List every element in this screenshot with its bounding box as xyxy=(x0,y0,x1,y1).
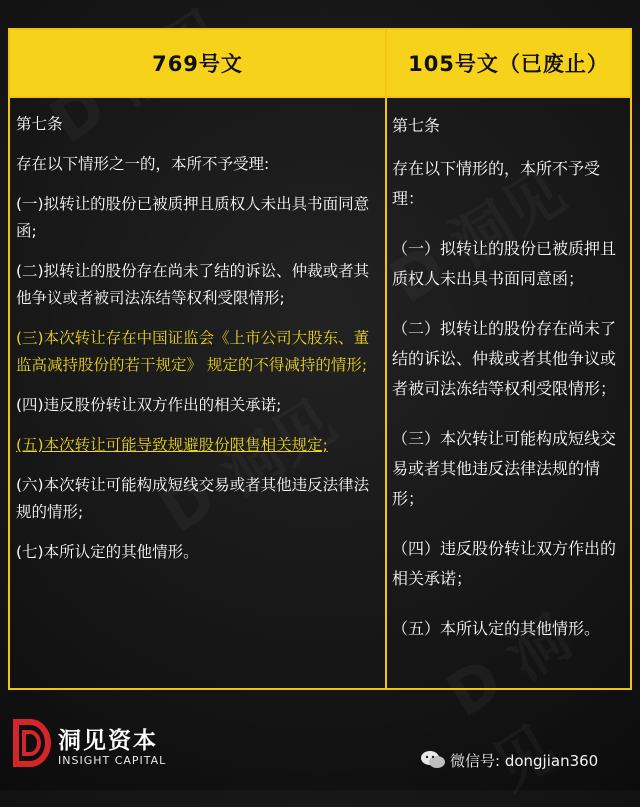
article-title: 第七条 xyxy=(16,115,63,133)
article-intro: 存在以下情形的，本所不予受理： xyxy=(392,159,601,208)
brand-name-en: INSIGHT CAPITAL xyxy=(58,754,167,767)
wechat-icon xyxy=(420,750,446,770)
clause-4: (四)违反股份转让双方作出的相关承诺; xyxy=(16,396,282,414)
footer xyxy=(0,700,640,790)
comparison-table xyxy=(8,28,632,690)
clause-6: (六)本次转让可能构成短线交易或者其他违反法律法规的情形; xyxy=(16,476,370,521)
column-divider xyxy=(385,30,387,688)
clause-3: （三）本次转让可能构成短线交易或者其他违反法律法规的情形； xyxy=(392,429,617,508)
clause-1: （一）拟转让的股份已被质押且质权人未出具书面同意函； xyxy=(392,239,617,288)
insight-capital-logo-icon xyxy=(12,718,52,768)
clause-7: (七)本所认定的其他情形。 xyxy=(16,543,199,561)
wechat-account: 微信号: dongjian360 xyxy=(450,752,599,770)
column-769-content xyxy=(16,98,380,566)
clause-3-highlighted: (三)本次转让存在中国证监会《上市公司大股东、董监高减持股份的若干规定》 规定的不得减持的情形; xyxy=(16,329,370,374)
clause-2: (二)拟转让的股份存在尚未了结的诉讼、仲裁或者其他争议或者被司法冻结等权利受限情形; xyxy=(16,262,370,307)
column-105-content xyxy=(392,98,628,644)
article-intro: 存在以下情形之一的，本所不予受理: xyxy=(16,155,270,173)
clause-5-highlighted: (五)本次转让可能导致规避股份限售相关规定; xyxy=(16,436,328,454)
column-header-769: 769号文 xyxy=(10,30,385,96)
clause-5: （五）本所认定的其他情形。 xyxy=(392,619,601,638)
brand-name-cn: 洞见资本 xyxy=(58,728,158,754)
article-title: 第七条 xyxy=(392,116,441,135)
column-header-105: 105号文（已废止） xyxy=(387,30,630,96)
clause-4: （四）违反股份转让双方作出的相关承诺； xyxy=(392,539,617,588)
clause-1: (一)拟转让的股份已被质押且质权人未出具书面同意函; xyxy=(16,195,370,240)
clause-2: （二）拟转让的股份存在尚未了结的诉讼、仲裁或者其他争议或者被司法冻结等权利受限情形； xyxy=(392,319,617,398)
